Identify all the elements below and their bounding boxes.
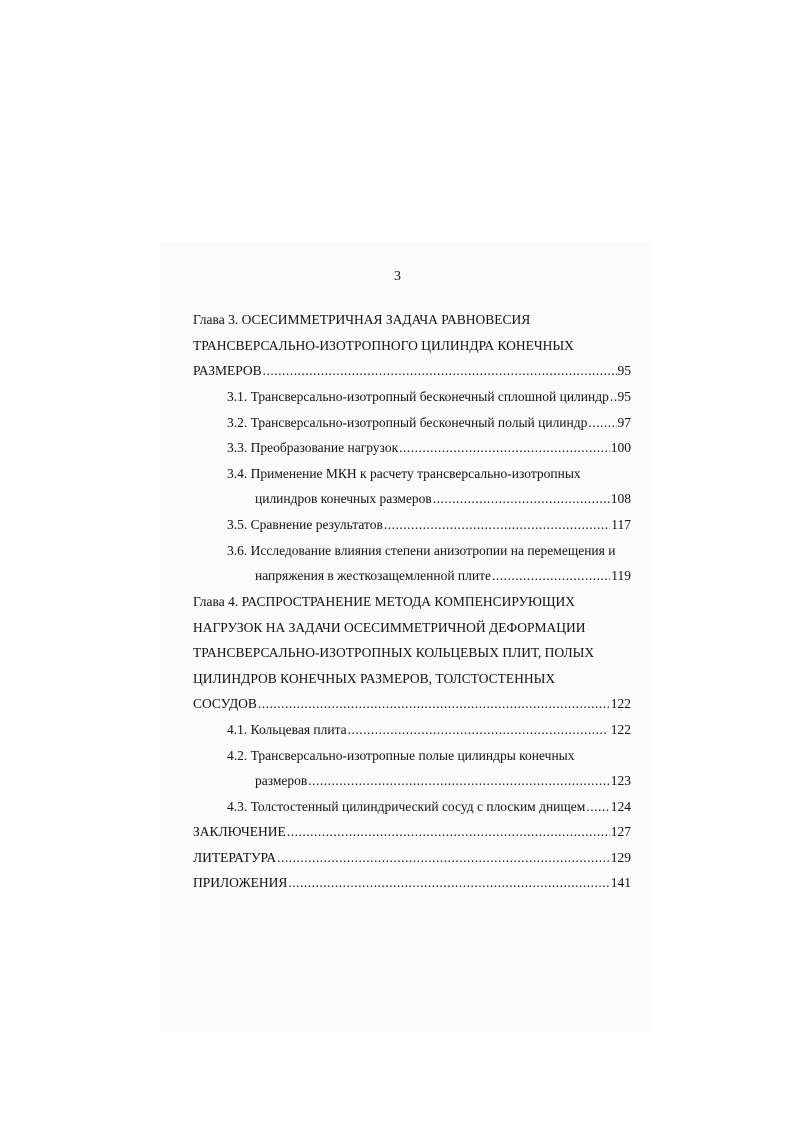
chapter3-title-line3[interactable]: [193, 362, 631, 380]
toc-entry-4-2-line1: 4.2. Трансверсально-изотропные полые цилиндры конечных: [227, 748, 575, 763]
toc-entry-page: 95: [617, 389, 631, 404]
leader-dots: [277, 849, 610, 867]
leader-dots: [492, 567, 610, 585]
toc-entry-title: ЗАКЛЮЧЕНИЕ: [193, 824, 286, 839]
leader-dots: [288, 874, 609, 892]
toc-entry-title: размеров: [255, 773, 308, 788]
toc-entry-title: напряжения в жесткозащемленной плите: [255, 568, 491, 583]
chapter4-title-line1: Глава 4. РАСПРОСТРАНЕНИЕ МЕТОДА КОМПЕНСИРУЮЩИХ: [193, 594, 576, 609]
chapter4-title-text: СОСУДОВ: [193, 696, 257, 711]
toc-entry-page: 117: [611, 517, 631, 532]
chapter3-title-line2: ТРАНСВЕРСАЛЬНО-ИЗОТРОПНОГО ЦИЛИНДРА КОНЕЧНЫХ: [193, 338, 574, 353]
toc-entry-3-2[interactable]: [227, 414, 631, 432]
leader-dots: [588, 414, 616, 432]
toc-entry-title: 3.3. Преобразование нагрузок: [227, 440, 399, 455]
toc-entry-3-4-line1: 3.4. Применение МКН к расчету трансверсально-изотропных: [227, 466, 581, 481]
toc-entry-title: ЛИТЕРАТУРА: [193, 850, 277, 865]
toc-entry-page: 122: [607, 722, 631, 737]
leader-dots: [308, 772, 609, 790]
toc-entry-appendix[interactable]: [193, 874, 631, 892]
toc-entry-3-4[interactable]: [255, 490, 631, 508]
leader-dots: [384, 516, 610, 534]
chapter4-title-line2: НАГРУЗОК НА ЗАДАЧИ ОСЕСИММЕТРИЧНОЙ ДЕФОРМАЦИИ: [193, 620, 586, 635]
chapter4-title-line4: ЦИЛИНДРОВ КОНЕЧНЫХ РАЗМЕРОВ, ТОЛСТОСТЕННЫХ: [193, 671, 556, 686]
toc-entry-page: 141: [610, 875, 631, 890]
toc-entry-page: 119: [611, 568, 631, 583]
chapter3-page: 95: [617, 363, 631, 378]
leader-dots: [610, 388, 617, 406]
toc-entry-page: 97: [617, 415, 631, 430]
chapter4-title-line3: ТРАНСВЕРСАЛЬНО-ИЗОТРОПНЫХ КОЛЬЦЕВЫХ ПЛИТ, ПОЛЫХ: [193, 645, 595, 660]
toc-entry-title: 3.1. Трансверсально-изотропный бесконечный сплошной цилиндр: [227, 389, 609, 404]
toc-entry-page: 127: [610, 824, 631, 839]
chapter4-page: 122: [610, 696, 631, 711]
leader-dots: [586, 798, 609, 816]
toc-entry-title: ПРИЛОЖЕНИЯ: [193, 875, 288, 890]
leader-dots: [399, 439, 610, 457]
toc-entry-title: 4.3. Толстостенный цилиндрический сосуд с плоским днищем: [227, 799, 586, 814]
page-number: 3: [394, 269, 401, 284]
toc-entry-page: 123: [610, 773, 631, 788]
toc-entry-3-3[interactable]: [227, 439, 631, 457]
toc-entry-4-2[interactable]: [255, 772, 631, 790]
toc-entry-literature[interactable]: [193, 849, 631, 867]
toc-entry-3-5[interactable]: [227, 516, 631, 534]
toc-entry-title: 3.2. Трансверсально-изотропный бесконечный полый цилиндр: [227, 415, 588, 430]
toc-entry-4-1[interactable]: [227, 721, 631, 739]
toc-entry-page: 100: [610, 440, 631, 455]
leader-dots: [287, 823, 610, 841]
toc-entry-page: 124: [610, 799, 631, 814]
toc-entry-title: цилиндров конечных размеров: [255, 491, 432, 506]
toc-entry-3-1[interactable]: [227, 388, 631, 406]
toc-entry-page: 108: [610, 491, 631, 506]
leader-dots: [348, 721, 607, 739]
chapter3-title-line1: Глава 3. ОСЕСИММЕТРИЧНАЯ ЗАДАЧА РАВНОВЕСИЯ: [193, 312, 531, 327]
leader-dots: [258, 695, 610, 713]
toc-entry-title: 4.1. Кольцевая плита: [227, 722, 347, 737]
leader-dots: [263, 362, 617, 380]
toc-entry-page: 129: [610, 850, 631, 865]
leader-dots: [433, 490, 610, 508]
toc-entry-title: 3.5. Сравнение результатов: [227, 517, 383, 532]
toc-entry-3-6[interactable]: [255, 567, 631, 585]
chapter3-title-text: РАЗМЕРОВ: [193, 363, 262, 378]
toc-entry-conclusion[interactable]: [193, 823, 631, 841]
toc-entry-4-3[interactable]: [227, 798, 631, 816]
chapter4-title-line5[interactable]: [193, 695, 631, 713]
toc-entry-3-6-line1: 3.6. Исследование влияния степени анизотропии на перемещения и: [227, 543, 616, 558]
